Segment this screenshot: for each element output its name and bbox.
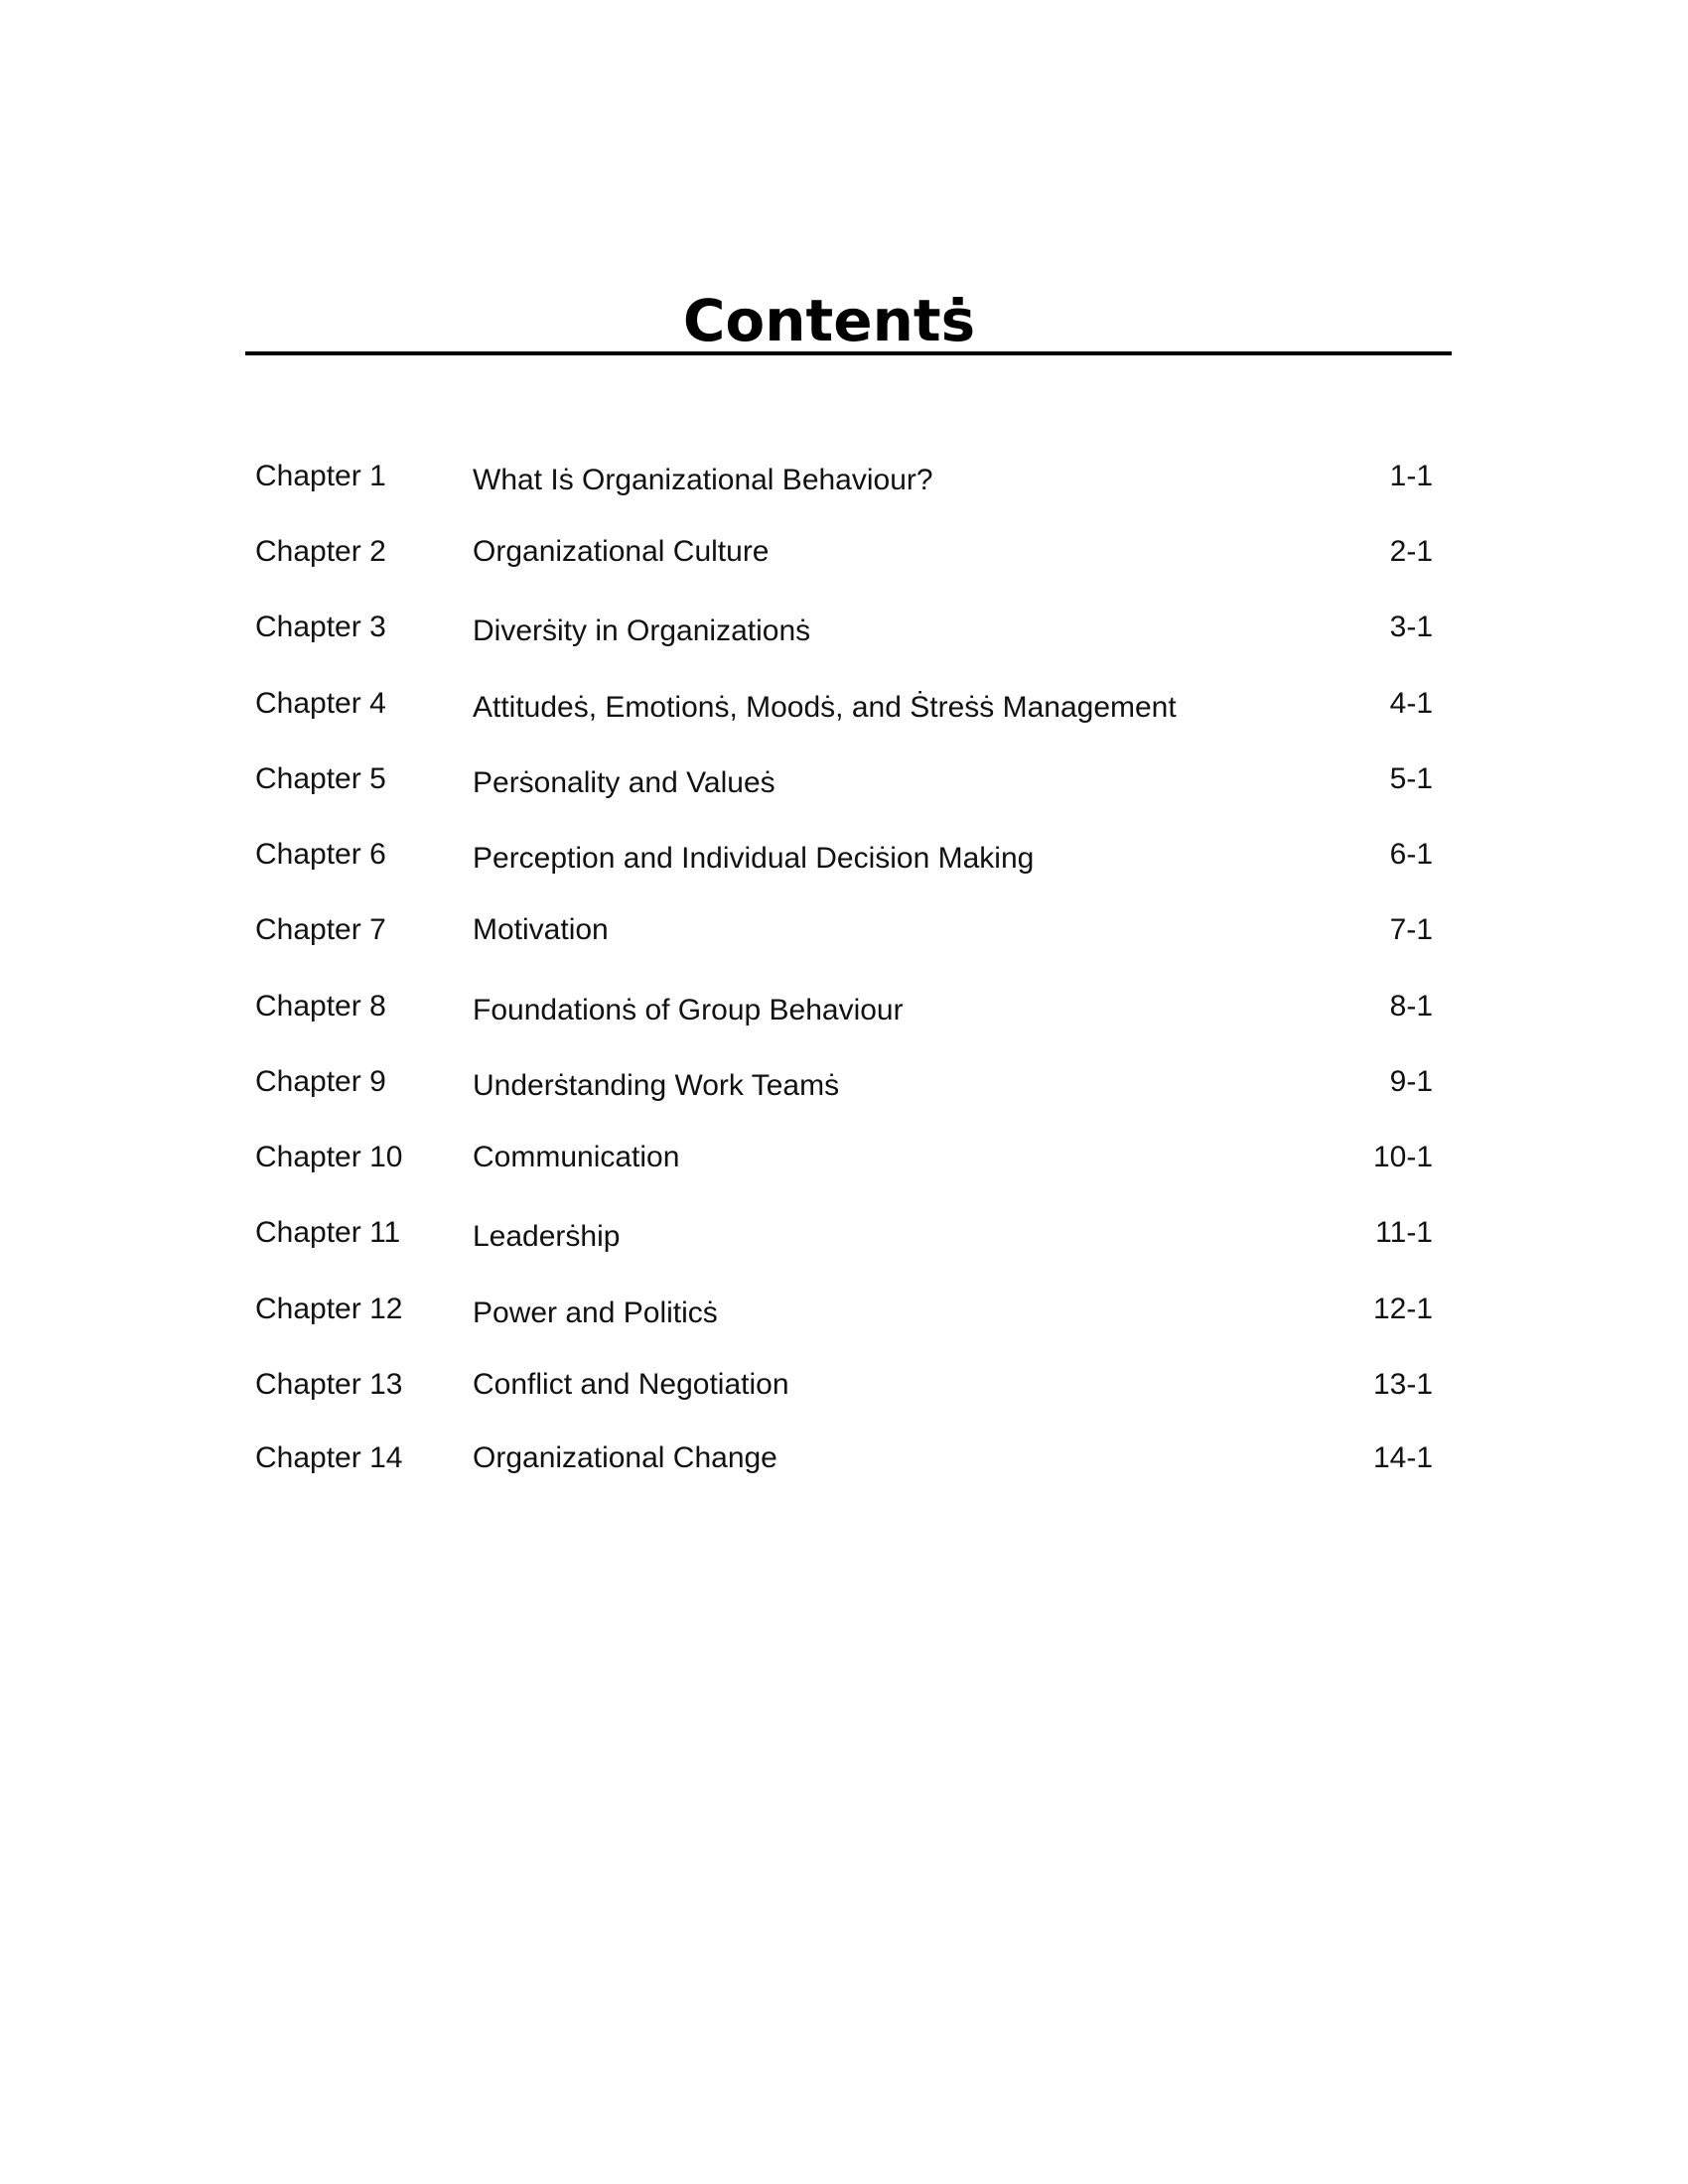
toc-entry bbox=[0, 1285, 1688, 1360]
chapter-title: Organizational Change bbox=[473, 1441, 777, 1474]
chapter-title: Communication bbox=[473, 1141, 680, 1173]
toc-entry bbox=[0, 1208, 1688, 1284]
page-number: 14-1 bbox=[1372, 1441, 1433, 1474]
page-number: 9-1 bbox=[1389, 1065, 1433, 1098]
toc-entry bbox=[0, 527, 1688, 603]
chapter-number: Chapter 2 bbox=[255, 535, 386, 568]
chapter-title: Underṡtanding Work Teamṡ bbox=[473, 1069, 840, 1102]
page-number: 6-1 bbox=[1389, 838, 1433, 871]
toc-entry bbox=[0, 905, 1688, 981]
page-number: 4-1 bbox=[1389, 687, 1433, 720]
chapter-number: Chapter 9 bbox=[255, 1065, 386, 1098]
chapter-title: Power and Politicṡ bbox=[473, 1297, 718, 1329]
toc-entry bbox=[0, 1133, 1688, 1208]
chapter-number: Chapter 1 bbox=[255, 460, 386, 492]
toc-entry bbox=[0, 1057, 1688, 1133]
chapter-title: Organizational Culture bbox=[473, 535, 770, 568]
chapter-title: Conflict and Negotiation bbox=[473, 1368, 789, 1401]
chapter-number: Chapter 13 bbox=[255, 1368, 403, 1401]
chapter-number: Chapter 8 bbox=[255, 990, 386, 1023]
toc-entry bbox=[0, 679, 1688, 754]
chapter-title: Motivation bbox=[473, 913, 609, 946]
toc-entry bbox=[0, 1433, 1688, 1509]
page-number: 2-1 bbox=[1389, 535, 1433, 568]
page-number: 1-1 bbox=[1389, 460, 1433, 492]
chapter-number: Chapter 14 bbox=[255, 1441, 403, 1474]
chapter-title: Attitudeṡ, Emotionṡ, Moodṡ, and Ṡtreṡṡ Management bbox=[473, 691, 1177, 724]
chapter-number: Chapter 6 bbox=[255, 838, 386, 871]
chapter-number: Chapter 4 bbox=[255, 687, 386, 720]
chapter-title: Diverṡity in Organizationṡ bbox=[473, 614, 811, 647]
page-number: 10-1 bbox=[1372, 1141, 1433, 1173]
toc-entry bbox=[0, 603, 1688, 678]
page-number: 8-1 bbox=[1389, 990, 1433, 1023]
chapter-number: Chapter 7 bbox=[255, 913, 386, 946]
chapter-number: Chapter 10 bbox=[255, 1141, 403, 1173]
chapter-title: Leaderṡhip bbox=[473, 1220, 621, 1253]
page-number: 5-1 bbox=[1389, 762, 1433, 795]
page-number: 3-1 bbox=[1389, 611, 1433, 643]
page-number: 7-1 bbox=[1389, 913, 1433, 946]
chapter-number: Chapter 5 bbox=[255, 762, 386, 795]
page-title: Contentṡ bbox=[682, 287, 976, 354]
chapter-number: Chapter 11 bbox=[255, 1216, 401, 1249]
chapter-title: What Iṡ Organizational Behaviour? bbox=[473, 464, 933, 496]
toc-entry bbox=[0, 754, 1688, 830]
chapter-number: Chapter 12 bbox=[255, 1293, 403, 1325]
chapter-number: Chapter 3 bbox=[255, 611, 386, 643]
page-number: 12-1 bbox=[1372, 1293, 1433, 1325]
toc-entry bbox=[0, 982, 1688, 1057]
page-number: 13-1 bbox=[1372, 1368, 1433, 1401]
toc-entry bbox=[0, 452, 1688, 527]
toc-entry bbox=[0, 830, 1688, 905]
chapter-title: Perception and Individual Deciṡion Making bbox=[473, 842, 1035, 875]
chapter-title: Perṡonality and Valueṡ bbox=[473, 766, 775, 799]
title-underline bbox=[245, 351, 1452, 355]
chapter-title: Foundationṡ of Group Behaviour bbox=[473, 994, 904, 1026]
page-number: 11-1 bbox=[1375, 1216, 1433, 1249]
toc-entry bbox=[0, 1360, 1688, 1435]
